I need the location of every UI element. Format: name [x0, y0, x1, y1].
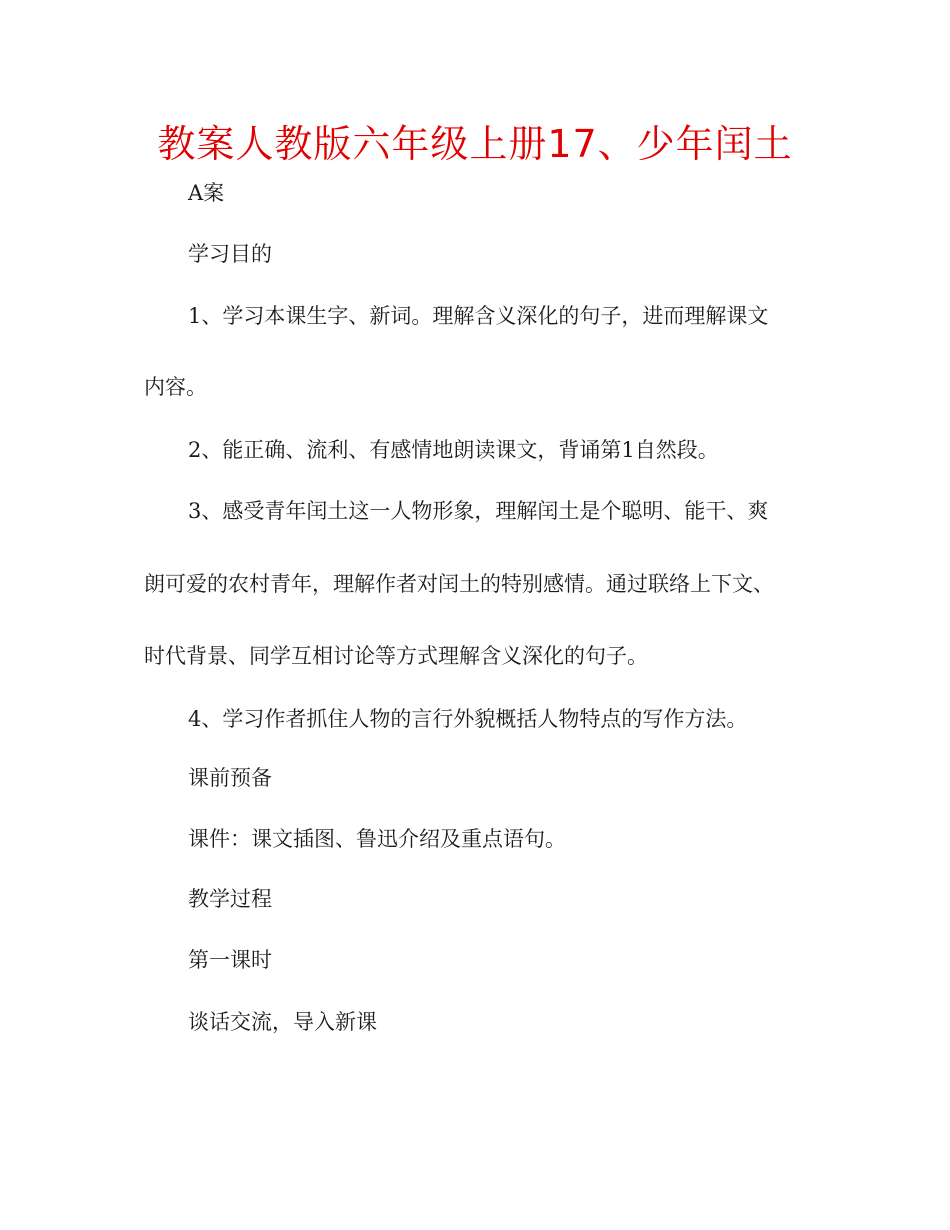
goal-1-line-2: 内容。 — [144, 375, 207, 399]
document-title: 教案人教版六年级上册17、少年闰土 — [157, 122, 793, 166]
section-label-a: A案 — [188, 181, 225, 205]
courseware-line: 课件：课文插图、鲁迅介绍及重点语句。 — [188, 827, 566, 851]
goal-2: 2、能正确、流利、有感情地朗读课文，背诵第1自然段。 — [188, 438, 719, 462]
goal-3-line-2: 朗可爱的农村青年，理解作者对闰土的特别感情。通过联络上下文、 — [144, 572, 774, 596]
heading-first-lesson: 第一课时 — [188, 948, 272, 972]
goal-3-line-1: 3、感受青年闰土这一人物形象，理解闰土是个聪明、能干、爽 — [188, 499, 769, 523]
heading-learning-goals: 学习目的 — [188, 242, 272, 266]
heading-teaching-process: 教学过程 — [188, 887, 272, 911]
intro-step: 谈话交流，导入新课 — [188, 1010, 377, 1034]
heading-preparation: 课前预备 — [188, 766, 272, 790]
goal-4: 4、学习作者抓住人物的言行外貌概括人物特点的写作方法。 — [188, 707, 748, 731]
goal-1-line-1: 1、学习本课生字、新词。理解含义深化的句子，进而理解课文 — [188, 304, 769, 328]
goal-3-line-3: 时代背景、同学互相讨论等方式理解含义深化的句子。 — [144, 644, 648, 668]
